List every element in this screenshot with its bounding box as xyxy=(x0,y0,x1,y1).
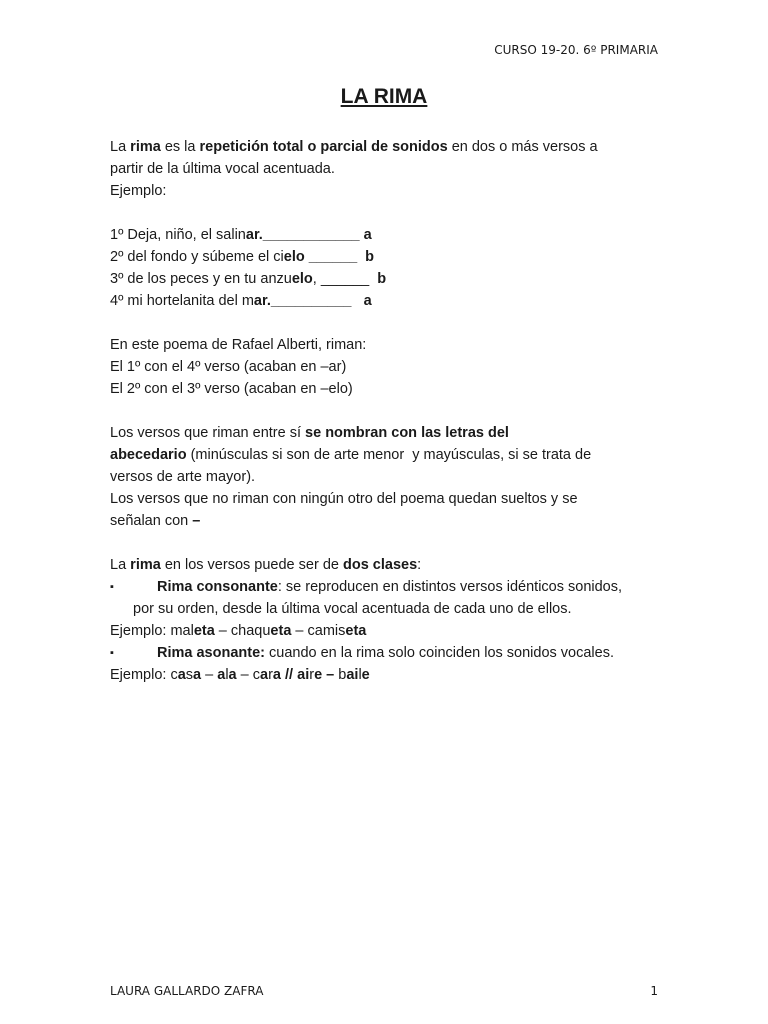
verse-rhyme: elo ______ b xyxy=(283,249,375,265)
course-header: CURSO 19-20. 6º PRIMARIA xyxy=(494,43,658,57)
example-text: l xyxy=(225,667,229,684)
intro-line-2: partir de la última vocal acentuada. xyxy=(110,161,335,177)
bullet-icon: ▪ xyxy=(110,581,114,594)
example-text: – c xyxy=(236,667,260,684)
example-asonante xyxy=(110,664,670,686)
naming-text: señalan con xyxy=(110,513,193,529)
list-item-consonante xyxy=(110,576,670,598)
example-bold: e xyxy=(314,667,323,684)
example-bold: e xyxy=(361,667,370,684)
classes-text: en los versos puede ser de xyxy=(160,557,343,573)
verse-rhyme-letter: b xyxy=(377,271,387,287)
intro-text: en dos o más versos a xyxy=(447,139,598,155)
example-bold: a xyxy=(217,667,226,684)
example-bold: a xyxy=(193,667,202,684)
intro-bold-definition: repetición total o parcial de sonidos xyxy=(199,139,448,155)
intro-text: es la xyxy=(160,139,200,155)
rima-asonante-text: cuando en la rima solo coinciden los sonidos vocales. xyxy=(264,645,614,662)
verse-rhyme: ar.__________ a xyxy=(253,293,372,309)
naming-dash: – xyxy=(192,513,201,529)
footer-author: LAURA GALLARDO ZAFRA xyxy=(110,984,264,998)
explain-line-2: El 1º con el 4º verso (acaban en –ar) xyxy=(110,359,347,375)
document-body xyxy=(110,136,670,686)
example-text: – camis xyxy=(291,623,346,640)
classes-text: La xyxy=(110,557,131,573)
example-text: – chaqu xyxy=(214,623,271,640)
intro-line-3: Ejemplo: xyxy=(110,183,167,199)
verse-rhyme: elo xyxy=(291,271,313,287)
example-text: l xyxy=(358,667,362,684)
verse-2 xyxy=(110,246,670,268)
example-bold: a xyxy=(228,667,237,684)
example-bold: – xyxy=(322,667,339,684)
verse-rhyme: ar.____________ a xyxy=(245,227,372,243)
verse-text: 2º del fondo y súbeme el ci xyxy=(110,249,284,265)
verse-text: 1º Deja, niño, el salin xyxy=(110,227,246,243)
example-bold: ai xyxy=(297,667,310,684)
verse-1 xyxy=(110,224,670,246)
classes-bold: rima xyxy=(130,557,161,573)
example-bold: eta xyxy=(193,623,215,640)
example-bold: eta xyxy=(270,623,292,640)
intro-text: La xyxy=(110,139,131,155)
example-bold: a xyxy=(177,667,186,684)
verse-text: 3º de los peces y en tu anzu xyxy=(110,271,292,287)
naming-line-2 xyxy=(110,444,670,466)
footer-page-number: 1 xyxy=(650,984,658,998)
example-bold: // xyxy=(281,667,298,684)
naming-text: (minúsculas si son de arte menor y mayúsculas, si se trata de xyxy=(186,447,592,463)
list-item-asonante xyxy=(110,642,670,664)
verse-4 xyxy=(110,290,670,312)
rima-asonante-label: Rima asonante: xyxy=(157,645,265,662)
bullet-icon: ▪ xyxy=(110,647,114,660)
example-text: Ejemplo: c xyxy=(110,667,178,684)
example-text: b xyxy=(338,667,347,684)
example-text: – xyxy=(201,667,218,684)
verse-text: 4º mi hortelanita del m xyxy=(110,293,254,309)
naming-text: Los versos que riman entre sí xyxy=(110,425,306,441)
explain-line-1: En este poema de Rafael Alberti, riman: xyxy=(110,337,367,353)
example-consonante xyxy=(110,620,670,642)
example-text: s xyxy=(185,667,194,684)
example-bold: a xyxy=(272,667,281,684)
example-bold: eta xyxy=(345,623,367,640)
naming-bold: abecedario xyxy=(110,447,187,463)
example-text: r xyxy=(268,667,273,684)
example-text: Ejemplo: mal xyxy=(110,623,194,640)
verse-3 xyxy=(110,268,670,290)
intro-line-1 xyxy=(110,136,670,158)
rima-consonante-text: : se reproducen en distintos versos idénticos sonidos, xyxy=(277,579,623,595)
rima-consonante-continuation: por su orden, desde la última vocal acentuada de cada uno de ellos. xyxy=(133,601,572,618)
explain-line-3: El 2º con el 3º verso (acaban en –elo) xyxy=(110,381,353,397)
example-bold: ai xyxy=(346,667,359,684)
naming-bold: se nombran con las letras del xyxy=(305,425,509,441)
page-title: LA RIMA xyxy=(340,85,428,108)
naming-line-3: versos de arte mayor). xyxy=(110,469,256,485)
naming-line-4: Los versos que no riman con ningún otro del poema quedan sueltos y se xyxy=(110,491,578,507)
rima-consonante-label: Rima consonante xyxy=(157,579,278,595)
classes-line-1 xyxy=(110,554,670,576)
naming-line-1 xyxy=(110,422,670,444)
verse-text: , ______ xyxy=(312,271,378,287)
classes-text: : xyxy=(417,557,422,573)
example-bold: a xyxy=(260,667,269,684)
naming-line-5 xyxy=(110,510,670,532)
example-text: r xyxy=(309,667,315,684)
classes-bold: dos clases xyxy=(342,557,418,573)
intro-bold-rima: rima xyxy=(130,139,161,155)
